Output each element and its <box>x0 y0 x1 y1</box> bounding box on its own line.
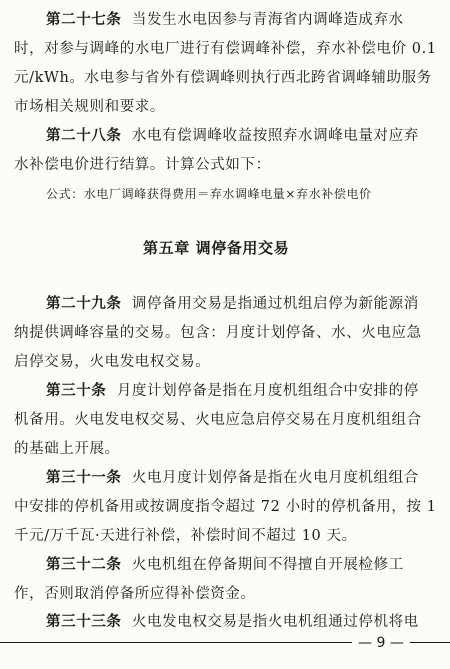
article-31-line-1 <box>46 468 419 488</box>
article-30-line-3: 的基础上开展。 <box>14 441 120 457</box>
article-30-line-1 <box>46 381 419 401</box>
article-33-label: 第三十三条 <box>46 613 122 630</box>
article-30-text: 月度计划停备是指在月度机组组合中安排的停 <box>116 383 419 399</box>
article-27-label: 第二十七条 <box>46 11 122 28</box>
article-30-label: 第三十条 <box>46 382 107 399</box>
article-28-line-1 <box>46 126 419 146</box>
article-29-line-1 <box>46 294 419 314</box>
article-29-label: 第二十九条 <box>46 295 122 312</box>
article-28-text: 水电有偿调峰收益按照弃水调峰电量对应弃 <box>131 128 419 144</box>
article-27-line-3: 元/kWh。水电参与省外有偿调峰则执行西北跨省调峰辅助服务 <box>14 70 432 86</box>
article-31-label: 第三十一条 <box>46 469 122 486</box>
page-footer <box>0 636 450 656</box>
article-31-line-2: 中安排的停机备用或按调度指令超过 72 小时的停机备用，按 1 <box>14 499 437 515</box>
article-27-line-4: 市场相关规则和要求。 <box>14 99 165 115</box>
article-29-line-2: 纳提供调峰容量的交易。包含：月度计划停备、水、火电应急 <box>14 325 422 341</box>
article-27-line-2: 时，对参与调峰的水电厂进行有偿调峰补偿，弃水补偿电价 0.1 <box>14 41 437 57</box>
chapter-heading: 第五章 调停备用交易 <box>143 239 290 257</box>
article-27-line-1 <box>46 10 404 30</box>
article-33-line-1 <box>46 612 419 632</box>
article-31-line-3: 千元/万千瓦·天进行补偿，补偿时间不超过 10 天。 <box>14 528 357 544</box>
article-28-line-2: 水补偿电价进行结算。计算公式如下： <box>14 157 271 173</box>
formula-line: 公式：水电厂调峰获得费用＝弃水调峰电量×弃水补偿电价 <box>46 187 372 201</box>
article-27-text: 当发生水电因参与青海省内调峰造成弃水 <box>131 12 404 28</box>
article-33-text: 火电发电权交易是指火电机组通过停机将电 <box>131 614 419 630</box>
article-32-text: 火电机组在停备期间不得擅自开展检修工 <box>131 557 404 573</box>
page-number-value: 9 <box>376 635 386 651</box>
article-28-label: 第二十八条 <box>46 127 122 144</box>
page-number: — 9 — <box>352 634 410 652</box>
article-29-text: 调停备用交易是指通过机组启停为新能源消 <box>131 296 419 312</box>
article-32-line-2: 作，否则取消停备所应得补偿资金。 <box>14 586 256 602</box>
article-30-line-2: 机备用。火电发电权交易、火电应急启停交易在月度机组组合 <box>14 412 422 428</box>
article-31-text: 火电月度计划停备是指在火电月度机组组合 <box>131 470 419 486</box>
article-32-label: 第三十二条 <box>46 556 122 573</box>
article-29-line-3: 启停交易，火电发电权交易。 <box>14 354 211 370</box>
article-32-line-1 <box>46 555 404 575</box>
